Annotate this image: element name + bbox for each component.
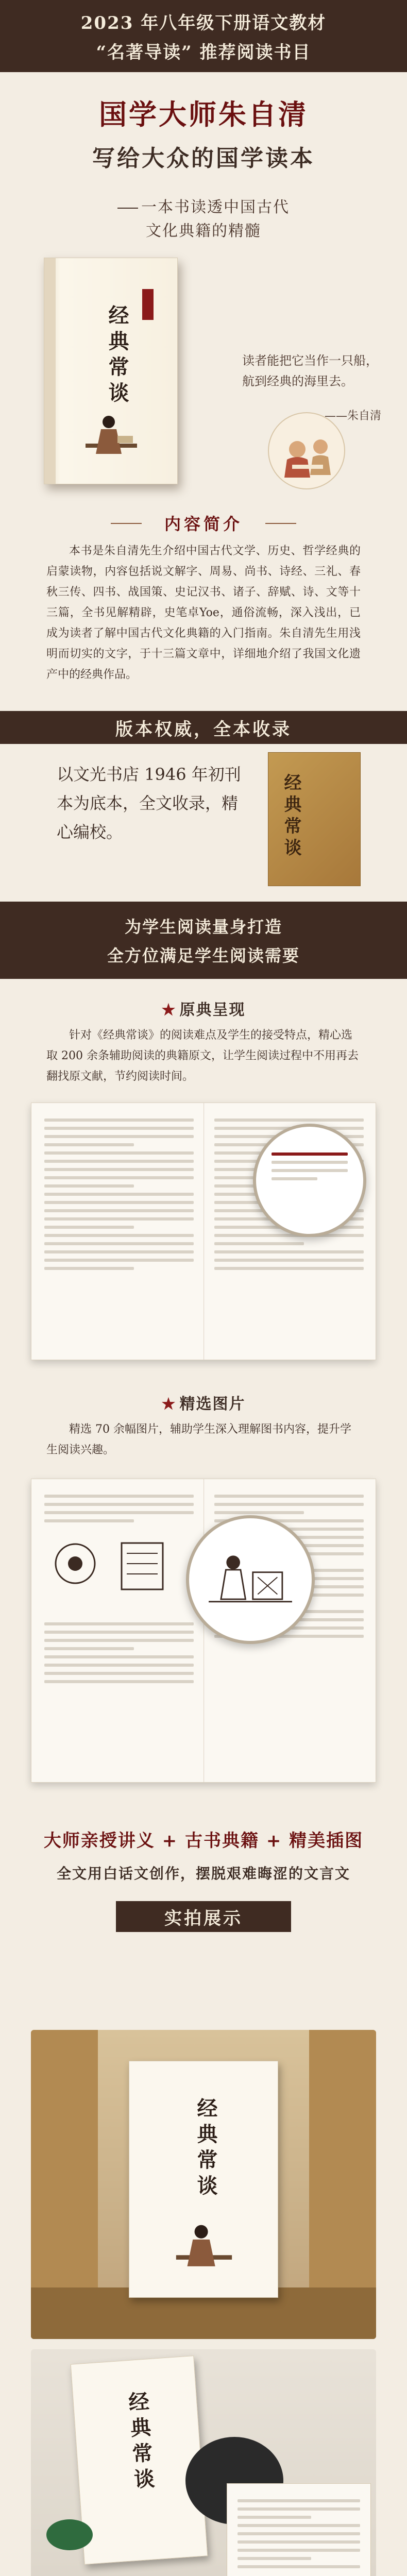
feature-tags: 大师亲授讲义 + 古书典籍 + 精美插图 xyxy=(43,1831,364,1851)
spread-left-page xyxy=(44,1495,194,1767)
top-banner xyxy=(0,0,407,72)
tagline xyxy=(0,196,407,243)
book-photo-title: 经典常谈 xyxy=(194,2097,218,2200)
quote-attribution: ——朱自清 xyxy=(325,410,382,422)
ritual-scene-illustration-icon xyxy=(189,1518,312,1641)
red-seal-icon xyxy=(142,289,154,320)
photos-heading: 实拍展示 xyxy=(116,1901,291,1932)
dash-icon xyxy=(117,208,138,209)
edition-heading: 版本权威，全本收录 xyxy=(0,711,407,744)
headline-title: 国学大师朱自清 xyxy=(99,98,308,131)
feature-tags-sub: 全文用白话文创作，摆脱艰难晦涩的文言文 xyxy=(56,1865,350,1882)
book-cover-title: 经典常谈 xyxy=(105,304,129,408)
reading-figures-icon xyxy=(269,413,346,490)
open-page-photo xyxy=(227,2483,371,2576)
reading-band-line-1: 为学生阅读量身打造 xyxy=(124,917,282,937)
author-quote: 读者能把它当作一只船，航到经典的海里去。 xyxy=(242,353,378,388)
star-icon: ★ xyxy=(161,1001,177,1019)
page-fold xyxy=(204,1103,205,1360)
original-heading-text: 原典呈现 xyxy=(179,1001,246,1019)
original-heading xyxy=(0,997,407,1020)
book-spine xyxy=(44,258,56,484)
reading-band-line-2: 全方位满足学生阅读需要 xyxy=(107,946,300,965)
star-icon: ★ xyxy=(161,1395,177,1413)
headline-subtitle: 写给大众的国学读本 xyxy=(92,145,315,172)
banner-line-2: “名著导读” 推荐阅读书目 xyxy=(96,42,311,63)
banner-line-1: 2023 年八年级下册语文教材 xyxy=(80,13,327,33)
tagline-line-2: 文化典籍的精髓 xyxy=(146,222,261,240)
photo-book-open xyxy=(31,2349,376,2576)
magnifier-icon xyxy=(186,1515,315,1644)
book-cover xyxy=(44,258,178,484)
scholar-figure-icon xyxy=(80,408,142,464)
hero-area xyxy=(0,252,407,500)
book-spread-illustrations xyxy=(31,1479,376,1783)
illustration-circle xyxy=(268,412,345,489)
book-spread-original xyxy=(31,1103,376,1360)
tagline-line-1: 一本书读透中国古代 xyxy=(141,198,290,216)
reading-band xyxy=(0,902,407,979)
old-cover-title: 经典常谈 xyxy=(281,773,301,860)
illustrations-heading-text: 精选图片 xyxy=(179,1395,246,1413)
spread-left-page xyxy=(44,1118,194,1344)
scholar-figure-icon xyxy=(171,2216,238,2278)
original-text: 针对《经典常谈》的阅读难点及学生的接受特点，精心选取 200 余条辅助阅读的典籍原文，让学生阅读过程中不用再去翻找原文献，节约阅读时间。 xyxy=(46,1029,359,1083)
illustrations-text: 精选 70 余幅图片，辅助学生深入理解图书内容，提升学生阅读兴趣。 xyxy=(46,1423,351,1456)
intro-text: 本书是朱自清先生介绍中国古代文学、历史、哲学经典的启蒙读物，内容包括说文解字、周易、尚书、诗经、三礼、春秋三传、四书、战国策、史记汉书、诸子、辞赋、诗、文等十三篇，全书见解精辟，史笔卓Yoe，通俗流畅，深入浅出，已成为读者了解中国古代文化典籍的入门指南。朱自清先生用浅明而切实的文字，于十三篇文章中，详细地介绍了我国文化遗产中的经典作品。 xyxy=(46,545,361,681)
headline xyxy=(0,93,407,173)
intro-heading: 内容简介 xyxy=(137,507,270,538)
edition-text: 以文光书店 1946 年初刊本为底本，全文收录，精心编校。 xyxy=(57,765,241,842)
book-photo-1 xyxy=(129,2061,278,2298)
ancient-vessel-illustration-icon xyxy=(44,1528,194,1620)
illustrations-heading xyxy=(0,1391,407,1414)
jade-ornament-icon xyxy=(46,2519,93,2550)
magnifier-icon xyxy=(253,1124,366,1237)
photo-book-on-shelf xyxy=(31,2030,376,2339)
book-photo-title-2: 经典常谈 xyxy=(124,2390,156,2495)
old-edition-cover xyxy=(268,752,361,886)
